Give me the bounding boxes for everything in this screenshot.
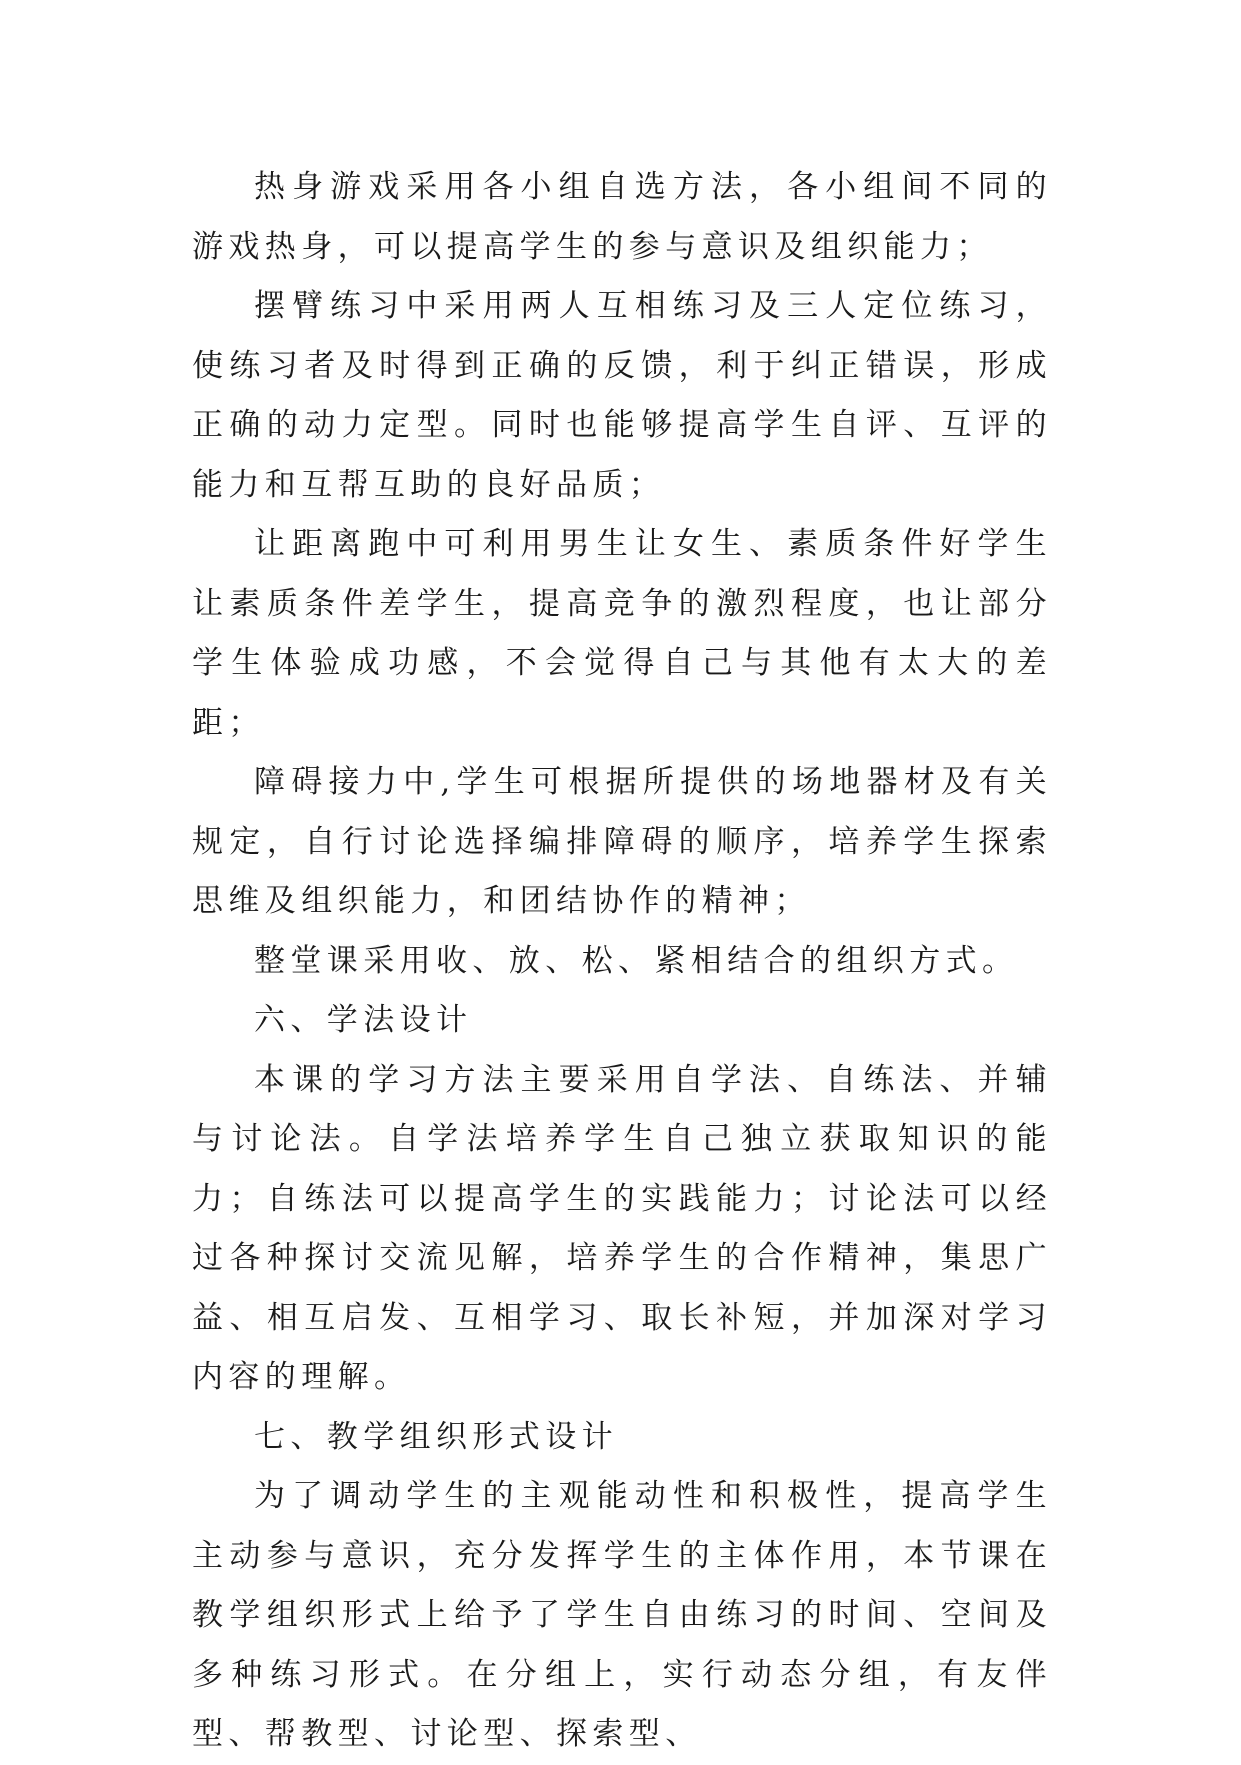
paragraph-teaching-organization: 为了调动学生的主观能动性和积极性，提高学生主动参与意识，充分发挥学生的主体作用，本节课在教学组织形式上给予了学生自由练习的时间、空间及多种练习形式。在分组上，实行动态分组，有友伴型、帮教型、讨论型、探索型、	[192, 1478, 1052, 1752]
document-body	[192, 158, 1052, 1765]
section-heading-learning-methods: 六、学法设计	[254, 1002, 473, 1038]
paragraph-arm-swing: 摆臂练习中采用两人互相练习及三人定位练习，使练习者及时得到正确的反馈，利于纠正错误，形成正确的动力定型。同时也能够提高学生自评、互评的能力和互帮互助的良好品质；	[192, 288, 1052, 503]
section-heading-teaching-organization: 七、教学组织形式设计	[254, 1418, 618, 1455]
paragraph-warmup-game: 热身游戏采用各小组自选方法，各小组间不同的游戏热身，可以提高学生的参与意识及组织能力；	[192, 169, 1052, 265]
paragraph-learning-methods: 本课的学习方法主要采用自学法、自练法、并辅与讨论法。自学法培养学生自己独立获取知识的能力；自练法可以提高学生的实践能力；讨论法可以经过各种探讨交流见解，培养学生的合作精神，集思广益、相互启发、互相学习、取长补短，并加深对学习内容的理解。	[192, 1061, 1052, 1395]
paragraph-obstacle-relay: 障碍接力中,学生可根据所提供的场地器材及有关规定，自行讨论选择编排障碍的顺序，培养学生探索思维及组织能力，和团结协作的精神；	[192, 764, 1052, 919]
paragraph-class-organization: 整堂课采用收、放、松、紧相结合的组织方式。	[254, 942, 1019, 979]
paragraph-handicap-run: 让距离跑中可利用男生让女生、素质条件好学生让素质条件差学生，提高竞争的激烈程度，也让部分学生体验成功感，不会觉得自己与其他有太大的差距；	[192, 526, 1052, 741]
